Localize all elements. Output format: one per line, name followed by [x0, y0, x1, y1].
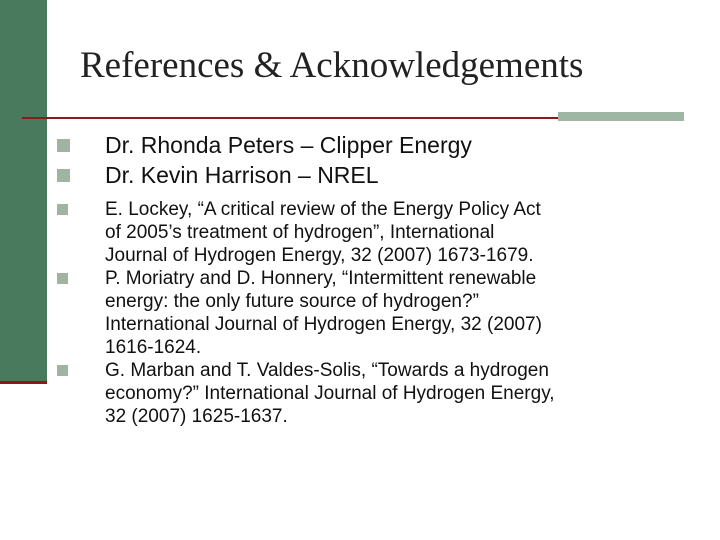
- reference-line: of 2005’s treatment of hydrogen”, International: [105, 222, 495, 243]
- reference-line: G. Marban and T. Valdes-Solis, “Towards a hydrogen: [105, 360, 549, 381]
- reference-line: P. Moriatry and D. Honnery, “Intermittent renewable: [105, 268, 537, 289]
- title-rule-accent: [558, 112, 684, 121]
- bullet-square-icon: [57, 139, 70, 152]
- reference-line: 32 (2007) 1625-1637.: [105, 406, 288, 427]
- bullet-square-icon: [57, 273, 68, 284]
- bullet-square-icon: [57, 204, 68, 215]
- bullet-square-icon: [57, 365, 68, 376]
- reference-item: [55, 359, 705, 428]
- acknowledgement-text: Dr. Kevin Harrison – NREL: [105, 162, 379, 188]
- reference-line: economy?” International Journal of Hydrogen Energy,: [105, 383, 555, 404]
- reference-line: Journal of Hydrogen Energy, 32 (2007) 1673-1679.: [105, 245, 534, 266]
- slide-title: References & Acknowledgements: [80, 45, 584, 86]
- reference-item: [55, 267, 705, 359]
- reference-line: energy: the only future source of hydrogen?”: [105, 291, 479, 312]
- reference-line: E. Lockey, “A critical review of the Energy Policy Act: [105, 199, 541, 220]
- reference-line: 1616-1624.: [105, 337, 202, 358]
- side-accent-line: [0, 381, 47, 384]
- acknowledgement-item: [55, 130, 705, 160]
- reference-item: [55, 198, 705, 267]
- references-list: [55, 198, 705, 428]
- acknowledgement-item: [55, 160, 705, 190]
- side-bar: [0, 0, 47, 381]
- acknowledgement-text: Dr. Rhonda Peters – Clipper Energy: [105, 132, 472, 158]
- reference-line: International Journal of Hydrogen Energy, 32 (2007): [105, 314, 542, 335]
- acknowledgements-list: [55, 130, 705, 190]
- bullet-square-icon: [57, 169, 70, 182]
- title-rule: [22, 117, 558, 119]
- content-list: [55, 130, 705, 428]
